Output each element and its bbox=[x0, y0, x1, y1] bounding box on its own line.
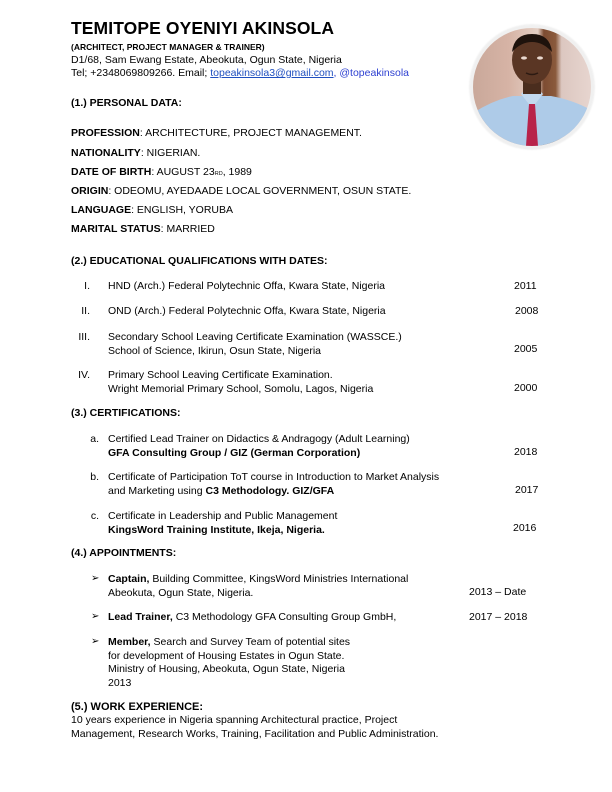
field-value: : ODEOMU, AYEDAADE LOCAL GOVERNMENT, OSUN STATE. bbox=[108, 185, 412, 197]
arrow-bullet-icon: ➢ bbox=[91, 611, 100, 622]
education-item bbox=[108, 369, 373, 396]
education-year: 2008 bbox=[515, 305, 539, 317]
appointment-period: 2013 – Date bbox=[469, 586, 527, 598]
appointment-detail-line: 2013 bbox=[108, 676, 132, 689]
field-value: : ARCHITECTURE, PROJECT MANAGEMENT. bbox=[139, 127, 362, 139]
field-value-year: , 1989 bbox=[222, 166, 252, 178]
work-line: 10 years experience in Nigeria spanning Architectural practice, Project bbox=[71, 714, 398, 726]
profile-photo bbox=[470, 25, 594, 149]
list-number: I. bbox=[84, 280, 90, 292]
contact-line bbox=[71, 67, 409, 79]
appointment-detail-line: Ministry of Housing, Abeokuta, Ogun State, Nigeria bbox=[108, 663, 345, 675]
appointment-item bbox=[108, 611, 396, 625]
certification-issuer: KingsWord Training Institute, Ikeja, Nigeria. bbox=[108, 523, 325, 536]
certification-item bbox=[108, 433, 410, 460]
certification-title: Certified Lead Trainer on Didactics & Andragogy (Adult Learning) bbox=[108, 433, 410, 445]
email-link[interactable]: topeakinsola3@gmail.com bbox=[210, 67, 334, 79]
field-label: ORIGIN bbox=[71, 185, 109, 197]
appointment-role: Lead Trainer, bbox=[108, 611, 173, 623]
field-nationality bbox=[71, 147, 200, 159]
education-item-line: School of Science, Ikirun, Osun State, Nigeria bbox=[108, 344, 322, 357]
education-item-line: Primary School Leaving Certificate Examination. bbox=[108, 369, 333, 381]
list-letter: a. bbox=[90, 433, 99, 445]
education-year: 2000 bbox=[514, 382, 538, 394]
field-marital-status bbox=[71, 223, 215, 235]
appointment-role: Member, bbox=[108, 636, 151, 648]
arrow-bullet-icon: ➢ bbox=[91, 573, 100, 584]
candidate-name: TEMITOPE OYENIYI AKINSOLA bbox=[71, 18, 335, 38]
address: D1/68, Sam Ewang Estate, Abeokuta, Ogun State, Nigeria bbox=[71, 54, 342, 66]
certification-year: 2016 bbox=[513, 522, 537, 534]
appointment-detail: Building Committee, KingsWord Ministries International bbox=[149, 573, 409, 585]
section-heading-certifications: (3.) CERTIFICATIONS: bbox=[71, 407, 181, 419]
appointment-role: Captain, bbox=[108, 573, 150, 585]
arrow-bullet-icon: ➢ bbox=[91, 636, 100, 647]
field-value: : AUGUST 23 bbox=[151, 166, 215, 178]
field-profession bbox=[71, 127, 362, 139]
separator: , bbox=[333, 67, 340, 79]
section-heading-education: (2.) EDUCATIONAL QUALIFICATIONS WITH DATES: bbox=[71, 255, 328, 267]
work-experience-text bbox=[71, 714, 438, 741]
appointment-detail: C3 Methodology GFA Consulting Group GmbH, bbox=[172, 611, 397, 623]
section-heading-appointments: (4.) APPOINTMENTS: bbox=[71, 547, 177, 559]
work-line: Management, Research Works, Training, Facilitation and Public Administration. bbox=[71, 727, 439, 740]
appointment-detail-line: for development of Housing Estates in Ogun State. bbox=[108, 649, 345, 662]
certification-year: 2017 bbox=[515, 484, 539, 496]
section-heading-work: (5.) WORK EXPERIENCE: bbox=[71, 701, 204, 713]
education-item-line: Secondary School Leaving Certificate Examination (WASSCE.) bbox=[108, 331, 402, 343]
certification-item bbox=[108, 510, 337, 537]
certification-year: 2018 bbox=[514, 446, 538, 458]
list-letter: c. bbox=[90, 510, 99, 522]
list-number: III. bbox=[78, 331, 90, 343]
phone-text: Tel; +2348069809266. Email; bbox=[71, 67, 211, 79]
person-portrait-icon bbox=[473, 28, 591, 146]
appointment-detail-line: Abeokuta, Ogun State, Nigeria. bbox=[108, 586, 254, 599]
certification-issuer: C3 Methodology. GIZ/GFA bbox=[205, 484, 335, 497]
appointment-item bbox=[108, 573, 408, 600]
ordinal-suffix: RD bbox=[214, 171, 223, 177]
field-label: PROFESSION bbox=[71, 127, 140, 139]
appointment-item bbox=[108, 636, 350, 690]
education-item: OND (Arch.) Federal Polytechnic Offa, Kwara State, Nigeria bbox=[108, 305, 386, 317]
field-language bbox=[71, 204, 233, 216]
appointment-period: 2017 – 2018 bbox=[469, 611, 528, 623]
list-number: IV. bbox=[78, 369, 90, 381]
field-value: : ENGLISH, YORUBA bbox=[131, 204, 234, 216]
candidate-subtitle: (ARCHITECT, PROJECT MANAGER & TRAINER) bbox=[71, 42, 265, 52]
certification-issuer: GFA Consulting Group / GIZ (German Corporation) bbox=[108, 446, 361, 459]
certification-detail: and Marketing using bbox=[108, 484, 206, 497]
education-item-line: Wright Memorial Primary School, Somolu, Lagos, Nigeria bbox=[108, 382, 374, 395]
list-number: II. bbox=[81, 305, 90, 317]
appointment-detail: Search and Survey Team of potential sites bbox=[150, 636, 351, 648]
field-value: : MARRIED bbox=[160, 223, 215, 235]
list-letter: b. bbox=[90, 471, 99, 483]
field-label: NATIONALITY bbox=[71, 147, 141, 159]
field-label: LANGUAGE bbox=[71, 204, 132, 216]
education-item: HND (Arch.) Federal Polytechnic Offa, Kwara State, Nigeria bbox=[108, 280, 385, 292]
field-label: DATE OF BIRTH bbox=[71, 166, 152, 178]
field-value: : NIGERIAN. bbox=[140, 147, 201, 159]
education-year: 2005 bbox=[514, 343, 538, 355]
section-heading-personal: (1.) PERSONAL DATA: bbox=[71, 97, 182, 109]
field-label: MARITAL STATUS bbox=[71, 223, 161, 235]
field-origin bbox=[71, 185, 411, 197]
social-handle-link[interactable]: @topeakinsola bbox=[339, 67, 410, 79]
certification-item bbox=[108, 471, 439, 498]
certification-title: Certificate of Participation ToT course in Introduction to Market Analysis bbox=[108, 471, 440, 483]
education-year: 2011 bbox=[514, 280, 537, 292]
certification-title: Certificate in Leadership and Public Management bbox=[108, 510, 338, 522]
education-item bbox=[108, 331, 402, 358]
field-date-of-birth bbox=[71, 166, 252, 178]
